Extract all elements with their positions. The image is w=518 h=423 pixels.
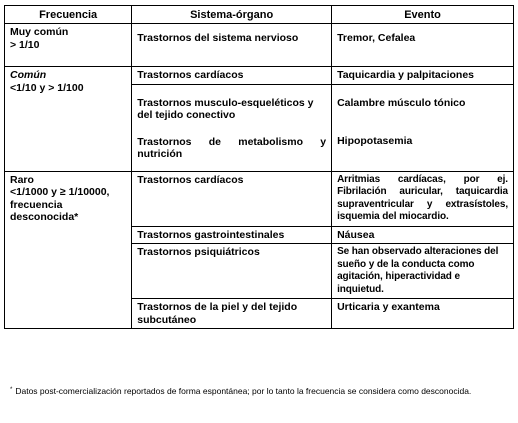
sistema-cell: Trastornos cardíacos bbox=[132, 171, 332, 226]
sistema-item: Trastornos musculo-esqueléticos y del tejido conectivo bbox=[137, 96, 314, 121]
freq-range: <1/1000 y ≥ 1/10000, bbox=[10, 186, 110, 198]
freq-comun bbox=[5, 67, 132, 172]
footnote-marker: * bbox=[10, 387, 13, 393]
evento-item: Calambre músculo tónico bbox=[337, 96, 466, 109]
adverse-events-table bbox=[4, 5, 514, 329]
evento-cell: Urticaria y exantema bbox=[332, 299, 514, 329]
table-row-raro-1 bbox=[5, 171, 514, 226]
evento-cell: Arritmias cardíacas, por ej. Fibrilación auricular, taquicardia supraventricular y extrasístoles, isquemia del miocardio. bbox=[332, 171, 514, 226]
sistema-cell: Trastornos gastrointestinales bbox=[132, 226, 332, 244]
freq-label: Común bbox=[10, 69, 47, 81]
footnote-text: Datos post-comercialización reportados de forma espontánea; por lo tanto la frecuencia se considera como desconocida. bbox=[15, 386, 472, 396]
sistema-cell: Trastornos cardíacos bbox=[132, 67, 332, 85]
freq-label: Muy común bbox=[10, 26, 69, 38]
evento-cell: Náusea bbox=[332, 226, 514, 244]
header-frecuencia: Frecuencia bbox=[5, 6, 132, 24]
sistema-cell: Trastornos del sistema nervioso bbox=[132, 24, 332, 67]
freq-muy-comun bbox=[5, 24, 132, 67]
evento-item: Hipopotasemia bbox=[337, 135, 413, 147]
table-row-comun-1 bbox=[5, 67, 514, 85]
freq-raro bbox=[5, 171, 132, 329]
freq-range: <1/10 y > 1/100 bbox=[10, 81, 84, 94]
header-evento: Evento bbox=[332, 6, 514, 24]
evento-cell: Tremor, Cefalea bbox=[332, 24, 514, 67]
freq-range: > 1/10 bbox=[10, 38, 40, 51]
freq-label: Raro bbox=[10, 173, 34, 186]
sistema-cell: Trastornos psiquiátricos bbox=[132, 244, 332, 299]
evento-cell-group bbox=[332, 84, 514, 171]
sistema-cell: Trastornos de la piel y del tejido subcutáneo bbox=[132, 299, 332, 329]
evento-cell: Taquicardia y palpitaciones bbox=[332, 67, 514, 85]
table-header-row bbox=[5, 6, 514, 24]
evento-cell: Se han observado alteraciones del sueño y de la conducta como agitación, hiperactividad e inquietud. bbox=[332, 244, 514, 299]
freq-note: frecuencia bbox=[10, 198, 63, 211]
footnote bbox=[10, 384, 510, 397]
header-sistema-organo: Sistema-órgano bbox=[132, 6, 332, 24]
freq-note: desconocida* bbox=[10, 211, 79, 223]
sistema-item: Trastornos de metabolismo y nutrición bbox=[137, 135, 327, 160]
table-row-muy-comun bbox=[5, 24, 514, 67]
sistema-cell-group bbox=[132, 84, 332, 171]
